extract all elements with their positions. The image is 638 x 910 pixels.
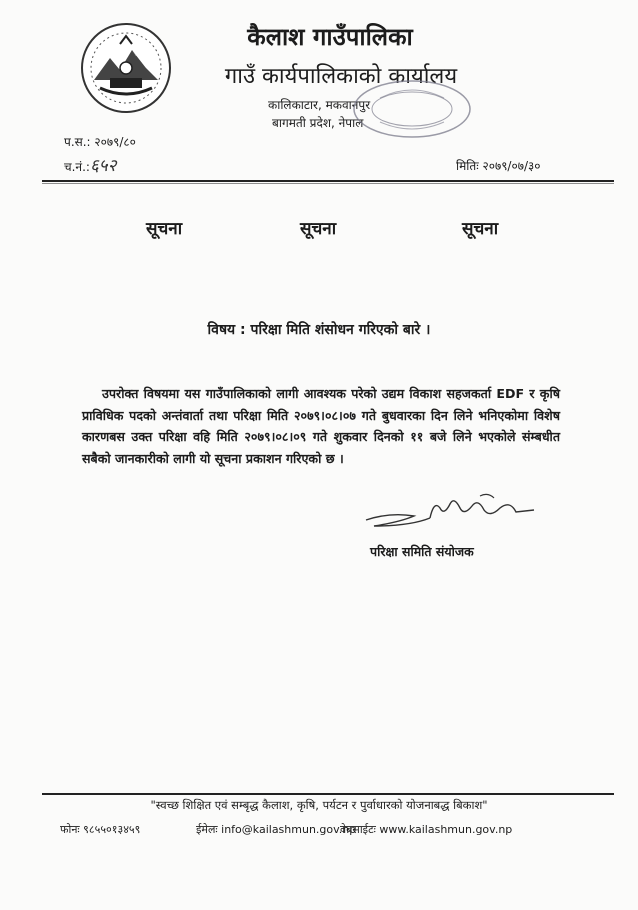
header-divider-thin <box>42 183 614 184</box>
subject-line: विषय : परिक्षा मिति शंसोधन गरिएको बारे । <box>207 322 431 338</box>
dispatch-number <box>64 153 116 176</box>
notice-heading-1: सूचना <box>146 219 183 239</box>
notice-body: उपरोक्त विषयमा यस गाउँपालिकाको लागी आवश्यक परेको उद्यम विकाश सहजकर्ता EDF र कृषि प्राविधिक पदको अन्तंवार्ता तथा परिक्षा मिति २०७९।०८।०७ गते बुधवारका दिन लिने भनिएकोमा विशेष कारणबस उक्त परिक्षा वहि मिति २०७९।०८।०९ गते शुकवार दिनको ११ बजे लिने भएकोले संम्बधीत सबैको जानकारीको लागी यो सूचना प्रकाशन गरिएको छ । <box>82 386 560 466</box>
notice-heading-2: सूचना <box>300 219 337 239</box>
office-subtitle: गाउँ कार्यपालिकाको कार्यालय <box>224 64 458 89</box>
signatory-title: परिक्षा समिति संयोजक <box>370 544 474 559</box>
dispatch-number-label: च.नं.: <box>64 160 90 174</box>
municipality-title: कैलाश गाउँपालिका <box>247 23 413 51</box>
header-divider <box>42 180 614 182</box>
notice-heading-3: सूचना <box>462 219 499 239</box>
letter-date: मितिः २०७९/०७/३० <box>456 159 541 173</box>
government-emblem <box>80 22 172 114</box>
address-line-1: कालिकाटार, मकवानपुर <box>268 98 371 112</box>
address-line-2: बागमती प्रदेश, नेपाल <box>272 116 364 130</box>
footer-website: वेबसाईटः www.kailashmun.gov.np <box>340 823 513 836</box>
footer-divider <box>42 793 614 795</box>
office-stamp <box>350 78 474 140</box>
footer-slogan: "स्वच्छ शिक्षित एवं सम्बृद्ध कैलाश, कृषि, पर्यटन र पुर्वाधारको योजनाबद्ध बिकाश" <box>150 798 488 812</box>
handwritten-signature <box>360 486 540 534</box>
footer-phone: फोनः ९८५५०१३४५९ <box>60 823 141 836</box>
footer-email: ईमेलः info@kailashmun.gov.np <box>196 823 357 836</box>
fiscal-year-reference: प.स.: २०७९/८० <box>64 135 136 149</box>
dispatch-number-value: ६५२ <box>89 156 117 176</box>
